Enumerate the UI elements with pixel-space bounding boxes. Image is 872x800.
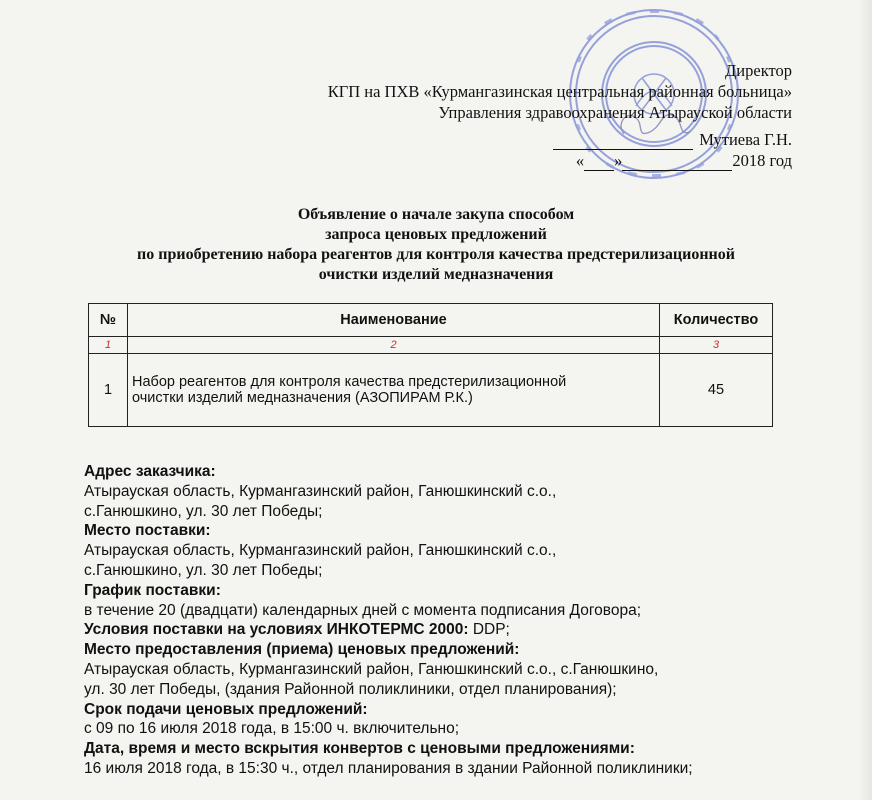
signature-row	[328, 129, 792, 150]
header-role: Директор	[725, 61, 792, 80]
index-cell-1: 1	[89, 337, 128, 354]
submission-place-line-1: Атырауская область, Курмангазинский район, Ганюшкинский с.о., с.Ганюшкино,	[84, 660, 659, 678]
submission-place-line-2: ул. 30 лет Победы, (здания Районной поликлиники, отдел планирования);	[84, 680, 617, 698]
date-open-quote: «	[575, 151, 585, 170]
date-year: 2018 год	[732, 151, 792, 170]
delivery-schedule-value: в течение 20 (двадцати) календарных дней с момента подписания Договора;	[84, 601, 642, 619]
delivery-terms	[84, 620, 844, 640]
row-name-line-2: очистки изделий медназначения (АЗОПИРАМ Р.К.)	[132, 390, 473, 406]
header-organization: КГП на ПХВ «Курмангазинская центральная районная больница»	[327, 82, 792, 101]
date-day-blank	[584, 156, 614, 171]
title-line-3: по приобретению набора реагентов для контроля качества предстерилизационной	[137, 246, 735, 263]
signatory-name: Мутиева Г.Н.	[699, 130, 792, 149]
row-name	[128, 354, 660, 427]
table-header-row	[89, 304, 773, 337]
delivery-place-line-2: с.Ганюшкино, ул. 30 лет Победы;	[84, 561, 323, 579]
customer-address-label: Адрес заказчика:	[84, 463, 216, 480]
announcement-title	[0, 205, 872, 285]
row-quantity: 45	[660, 354, 773, 427]
row-name-line-1: Набор реагентов для контроля качества предстерилизационной	[132, 374, 567, 390]
header-department: Управления здравоохранения Атырауской области	[438, 103, 792, 122]
header-name: Наименование	[128, 304, 660, 337]
index-cell-3: 3	[660, 337, 773, 354]
envelope-opening-value: 16 июля 2018 года, в 15:30 ч., отдел планирования в здании Районной поликлиники;	[84, 759, 693, 777]
delivery-terms-label: Условия поставки на условиях ИНКОТЕРМС 2000:	[84, 621, 469, 639]
customer-address-line-2: с.Ганюшкино, ул. 30 лет Победы;	[84, 502, 323, 520]
submission-deadline-label: Срок подачи ценовых предложений:	[84, 700, 368, 718]
approval-header	[328, 60, 792, 171]
table-index-row	[89, 337, 773, 354]
procurement-details	[84, 462, 844, 779]
delivery-place-label: Место поставки:	[84, 522, 211, 540]
envelope-opening-label: Дата, время и место вскрытия конвертов с ценовыми предложениями:	[84, 740, 635, 758]
delivery-schedule-label: График поставки:	[84, 581, 221, 599]
header-quantity: Количество	[660, 304, 773, 337]
date-row	[328, 150, 792, 171]
row-number: 1	[89, 354, 128, 427]
scan-edge	[858, 0, 872, 800]
items-table	[88, 303, 773, 427]
table-row	[89, 354, 773, 427]
index-cell-2: 2	[128, 337, 660, 354]
title-line-4: очистки изделий медназначения	[318, 266, 554, 283]
date-month-blank	[622, 156, 732, 171]
title-line-1: Объявление о начале закупа способом	[297, 206, 575, 223]
signature-line	[553, 135, 693, 150]
submission-place-label: Место предоставления (приема) ценовых предложений:	[84, 641, 520, 659]
delivery-terms-value: DDP;	[468, 621, 510, 639]
date-close-quote: »	[614, 151, 623, 170]
title-line-2: запроса ценовых предложений	[325, 226, 547, 243]
customer-address-line-1: Атырауская область, Курмангазинский район, Ганюшкинский с.о.,	[84, 482, 557, 500]
submission-deadline-value: с 09 по 16 июля 2018 года, в 15:00 ч. включительно;	[84, 720, 460, 738]
header-number: №	[89, 304, 128, 337]
delivery-place-line-1: Атырауская область, Курмангазинский район, Ганюшкинский с.о.,	[84, 542, 557, 560]
